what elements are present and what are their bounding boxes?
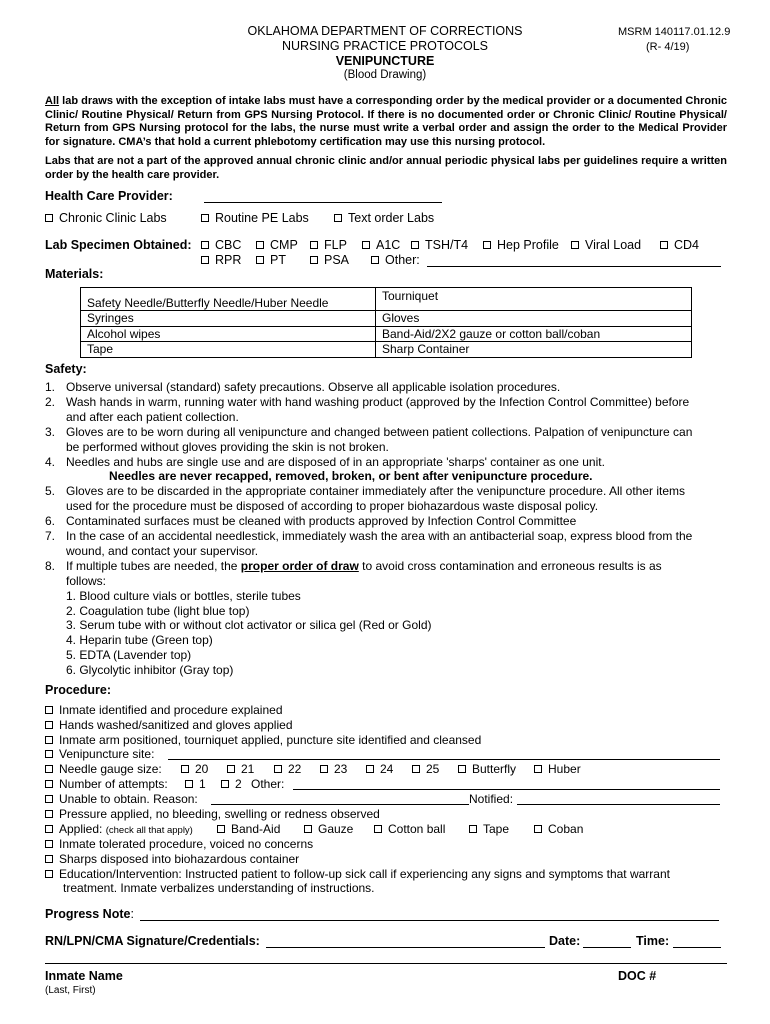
checkbox[interactable] bbox=[185, 780, 193, 788]
checkbox[interactable] bbox=[45, 795, 53, 803]
intro-text: lab draws with the exception of intake labs must have a corresponding order by the medical provider or a documented Chronic Clinic/ Routine Physical/ Return from GPS Nursing Protocol. If there is no documented order or Chronic Clinic/ Routine Physical/ Return from GPS Nursing protocol for the labs, the nurse must write a verbal order and assign the order to the Medical Provider for signature. CMA’s that hold a current phlebotomy certification may use this nursing protocol. bbox=[45, 95, 727, 148]
gauge-huber[interactable]: Huber bbox=[534, 762, 581, 776]
gauge-21[interactable]: 21 bbox=[227, 762, 254, 776]
table-row bbox=[81, 288, 692, 311]
checkbox[interactable] bbox=[45, 214, 53, 222]
table-cell: Band-Aid/2X2 gauze or cotton ball/coban bbox=[376, 326, 692, 342]
safety-number: 6. bbox=[45, 514, 56, 529]
proc-applied[interactable]: Applied: (check all that apply) bbox=[45, 822, 193, 836]
written-order-paragraph: Labs that are not a part of the approved annual chronic clinic and/or annual periodic physical labs per guidelines require a written order by the health care provider. bbox=[45, 155, 727, 181]
proc-venipuncture-site[interactable]: Venipuncture site: bbox=[45, 747, 154, 761]
safety-text: be performed without gloves providing the skin is not broken. bbox=[66, 439, 389, 454]
checkbox[interactable] bbox=[534, 825, 542, 833]
checkbox[interactable] bbox=[256, 256, 264, 264]
specimen-flp[interactable]: FLP bbox=[310, 238, 347, 252]
specimen-tsh-t4[interactable]: TSH/T4 bbox=[411, 238, 468, 252]
checkbox[interactable] bbox=[45, 810, 53, 818]
checkbox[interactable] bbox=[45, 855, 53, 863]
time-label: Time: bbox=[636, 934, 670, 948]
checkbox[interactable] bbox=[458, 765, 466, 773]
table-cell: Alcohol wipes bbox=[81, 326, 376, 342]
time-line[interactable] bbox=[673, 947, 721, 948]
checkbox[interactable] bbox=[374, 825, 382, 833]
checkbox[interactable] bbox=[660, 241, 668, 249]
order-of-draw-link: proper order of draw bbox=[240, 558, 359, 573]
checkbox[interactable] bbox=[201, 241, 209, 249]
checkbox[interactable] bbox=[45, 721, 53, 729]
safety-text: Contaminated surfaces must be cleaned with products approved by Infection Control Committee bbox=[66, 514, 577, 529]
notified-line[interactable] bbox=[517, 804, 720, 805]
safety-text: used for the procedure must be disposed of according to proper biohazardous waste disposal policy. bbox=[66, 499, 599, 514]
checkbox[interactable] bbox=[45, 780, 53, 788]
specimen-cmp[interactable]: CMP bbox=[256, 238, 298, 252]
last-first-hint: (Last, First) bbox=[45, 985, 96, 996]
footer-divider bbox=[45, 963, 727, 964]
safety-text: 5. EDTA (Lavender top) bbox=[66, 648, 192, 663]
proc-unable-to-obtain[interactable]: Unable to obtain. Reason: bbox=[45, 792, 198, 806]
safety-number: 4. bbox=[45, 454, 56, 469]
checkbox[interactable] bbox=[45, 825, 53, 833]
education-line-2: treatment. Inmate verbalizes understanding of instructions. bbox=[63, 881, 375, 895]
intro-all: All bbox=[45, 95, 60, 107]
checkbox[interactable] bbox=[221, 780, 229, 788]
protocols-subtitle: NURSING PRACTICE PROTOCOLS bbox=[281, 39, 489, 53]
progress-note-line[interactable] bbox=[140, 920, 719, 921]
safety-text: If multiple tubes are needed, the proper order of draw to avoid cross contamination and erroneous results is as bbox=[66, 558, 662, 573]
specimen-cd4[interactable]: CD4 bbox=[660, 238, 699, 252]
specimen-psa[interactable]: PSA bbox=[310, 253, 349, 267]
safety-text: 1. Blood culture vials or bottles, sterile tubes bbox=[66, 588, 301, 603]
checkbox[interactable] bbox=[45, 840, 53, 848]
gauge-20[interactable]: 20 bbox=[181, 762, 208, 776]
safety-text: 6. Glycolytic inhibitor (Gray top) bbox=[66, 663, 234, 678]
applied-gauze[interactable]: Gauze bbox=[304, 822, 353, 836]
intro-paragraph bbox=[45, 95, 727, 149]
proc-inmate-identified[interactable]: Inmate identified and procedure explained bbox=[45, 703, 283, 717]
safety-label: Safety: bbox=[45, 362, 87, 376]
checkbox[interactable] bbox=[366, 765, 374, 773]
form-id: MSRM 140117.01.12.9 bbox=[618, 26, 731, 38]
checkbox[interactable] bbox=[227, 765, 235, 773]
proc-hands-washed[interactable]: Hands washed/sanitized and gloves applied bbox=[45, 718, 293, 732]
checkbox[interactable] bbox=[181, 765, 189, 773]
checkbox[interactable] bbox=[310, 241, 318, 249]
doc-number-label: DOC # bbox=[618, 969, 657, 983]
proc-pressure-applied[interactable]: Pressure applied, no bleeding, swelling or redness observed bbox=[45, 807, 380, 821]
safety-text: Wash hands in warm, running water with hand washing product (approved by the Infection Control Committee) before bbox=[66, 394, 690, 409]
checkbox[interactable] bbox=[201, 256, 209, 264]
table-row bbox=[81, 311, 692, 327]
applied-note: (check all that apply) bbox=[105, 825, 193, 836]
gauge-22[interactable]: 22 bbox=[274, 762, 301, 776]
checkbox[interactable] bbox=[483, 241, 491, 249]
table-row bbox=[81, 326, 692, 342]
gauge-24[interactable]: 24 bbox=[366, 762, 393, 776]
gauge-butterfly[interactable]: Butterfly bbox=[458, 762, 516, 776]
option-routine-pe-labs[interactable]: Routine PE Labs bbox=[201, 211, 309, 225]
agency-name: OKLAHOMA DEPARTMENT OF CORRECTIONS bbox=[247, 24, 523, 38]
applied-cotton-ball[interactable]: Cotton ball bbox=[374, 822, 445, 836]
proc-sharps-disposed[interactable]: Sharps disposed into biohazardous container bbox=[45, 852, 299, 866]
safety-number: 1. bbox=[45, 380, 56, 394]
checkbox[interactable] bbox=[371, 256, 379, 264]
page-subtitle: (Blood Drawing) bbox=[343, 69, 427, 81]
checkbox[interactable] bbox=[362, 241, 370, 249]
table-cell: Tape bbox=[81, 342, 376, 358]
safety-text: and after each patient collection. bbox=[66, 409, 239, 424]
gauge-25[interactable]: 25 bbox=[412, 762, 439, 776]
option-text-order-labs[interactable]: Text order Labs bbox=[334, 211, 434, 225]
specimen-viral-load[interactable]: Viral Load bbox=[571, 238, 641, 252]
attempts-other-label: Other: bbox=[251, 777, 285, 791]
option-chronic-clinic-labs[interactable]: Chronic Clinic Labs bbox=[45, 211, 167, 225]
proc-needle-gauge[interactable]: Needle gauge size: bbox=[45, 762, 162, 776]
proc-arm-positioned[interactable]: Inmate arm positioned, tourniquet applied, puncture site identified and cleansed bbox=[45, 733, 481, 747]
proc-number-of-attempts[interactable]: Number of attempts: bbox=[45, 777, 168, 791]
safety-text: Gloves are to be discarded in the appropriate container immediately after the venipuncture procedure. All other items bbox=[66, 484, 686, 499]
proc-education[interactable]: Education/Intervention: Instructed patient to follow-up sick call if experiencing any signs and symptoms that warrant bbox=[45, 867, 670, 881]
checkbox[interactable] bbox=[217, 825, 225, 833]
applied-band-aid[interactable]: Band-Aid bbox=[217, 822, 280, 836]
checkbox[interactable] bbox=[256, 241, 264, 249]
proc-inmate-tolerated[interactable]: Inmate tolerated procedure, voiced no concerns bbox=[45, 837, 313, 851]
materials-table bbox=[80, 287, 692, 358]
safety-text: 3. Serum tube with or without clot activator or silica gel (Red or Gold) bbox=[66, 618, 432, 633]
safety-number: 3. bbox=[45, 424, 56, 439]
safety-text: 4. Heparin tube (Green top) bbox=[66, 633, 213, 648]
safety-text: In the case of an accidental needlestick, immediately wash the area with an antibacterial soap, express blood from the bbox=[66, 529, 693, 543]
specimen-rpr[interactable]: RPR bbox=[201, 253, 241, 267]
signature-label: RN/LPN/CMA Signature/Credentials: bbox=[45, 934, 260, 948]
inmate-name-label: Inmate Name bbox=[45, 969, 123, 983]
page-title: VENIPUNCTURE bbox=[335, 54, 435, 68]
gauge-23[interactable]: 23 bbox=[320, 762, 347, 776]
safety-text: Needles are never recapped, removed, broken, or bent after venipuncture procedure. bbox=[109, 469, 593, 484]
safety-text: Observe universal (standard) safety precautions. Observe all applicable isolation procedures. bbox=[66, 380, 561, 394]
unable-reason-line[interactable] bbox=[211, 804, 469, 805]
checkbox[interactable] bbox=[45, 870, 53, 878]
checkbox[interactable] bbox=[304, 825, 312, 833]
notified-label: Notified: bbox=[469, 792, 514, 806]
table-cell: Gloves bbox=[376, 311, 692, 327]
checkbox[interactable] bbox=[45, 765, 53, 773]
specimen-other-line[interactable] bbox=[427, 266, 721, 267]
safety-text: follows: bbox=[66, 573, 107, 588]
date-line[interactable] bbox=[583, 947, 631, 948]
checkbox[interactable] bbox=[45, 706, 53, 714]
checkbox[interactable] bbox=[274, 765, 282, 773]
specimen-hep-profile[interactable]: Hep Profile bbox=[483, 238, 559, 252]
applied-tape[interactable]: Tape bbox=[469, 822, 509, 836]
attempts-2[interactable]: 2 bbox=[221, 777, 242, 791]
health-care-provider-label: Health Care Provider: bbox=[45, 189, 173, 203]
safety-number: 7. bbox=[45, 529, 56, 543]
date-label: Date: bbox=[549, 934, 581, 948]
safety-number: 2. bbox=[45, 394, 56, 409]
table-row bbox=[81, 342, 692, 358]
health-care-provider-line[interactable] bbox=[204, 202, 442, 203]
progress-note-label: Progress Note: bbox=[45, 907, 134, 921]
specimen-pt[interactable]: PT bbox=[256, 253, 286, 267]
revision-date: (R- 4/19) bbox=[646, 41, 690, 53]
table-cell: Syringes bbox=[81, 311, 376, 327]
checkbox[interactable] bbox=[534, 765, 542, 773]
checkbox[interactable] bbox=[45, 750, 53, 758]
checkbox[interactable] bbox=[201, 214, 209, 222]
attempts-1[interactable]: 1 bbox=[185, 777, 206, 791]
safety-text: Gloves are to be worn during all venipuncture and changed between patient collections. Palpation of venipuncture can bbox=[66, 424, 693, 439]
safety-text: Needles and hubs are single use and are disposed of in an appropriate 'sharps' container as one unit. bbox=[66, 454, 605, 469]
checkbox[interactable] bbox=[334, 214, 342, 222]
table-cell: Sharp Container bbox=[376, 342, 692, 358]
specimen-a1c[interactable]: A1C bbox=[362, 238, 400, 252]
checkbox[interactable] bbox=[412, 765, 420, 773]
procedure-label: Procedure: bbox=[45, 683, 111, 697]
venipuncture-site-line[interactable] bbox=[168, 759, 720, 760]
materials-label: Materials: bbox=[45, 267, 104, 281]
checkbox[interactable] bbox=[320, 765, 328, 773]
signature-line[interactable] bbox=[266, 947, 545, 948]
applied-coban[interactable]: Coban bbox=[534, 822, 583, 836]
safety-text: wound, and contact your supervisor. bbox=[66, 543, 259, 558]
table-cell: Safety Needle/Butterfly Needle/Huber Needle bbox=[81, 288, 376, 311]
specimen-cbc[interactable]: CBC bbox=[201, 238, 241, 252]
checkbox[interactable] bbox=[469, 825, 477, 833]
attempts-other-line[interactable] bbox=[293, 789, 720, 790]
checkbox[interactable] bbox=[310, 256, 318, 264]
checkbox[interactable] bbox=[571, 241, 579, 249]
specimen-other[interactable]: Other: bbox=[371, 253, 420, 267]
safety-number: 8. bbox=[45, 558, 56, 573]
checkbox[interactable] bbox=[411, 241, 419, 249]
table-cell: Tourniquet bbox=[376, 288, 692, 311]
checkbox[interactable] bbox=[45, 736, 53, 744]
safety-text: 2. Coagulation tube (light blue top) bbox=[66, 603, 250, 618]
safety-number: 5. bbox=[45, 484, 56, 499]
lab-specimen-label: Lab Specimen Obtained: bbox=[45, 238, 192, 252]
